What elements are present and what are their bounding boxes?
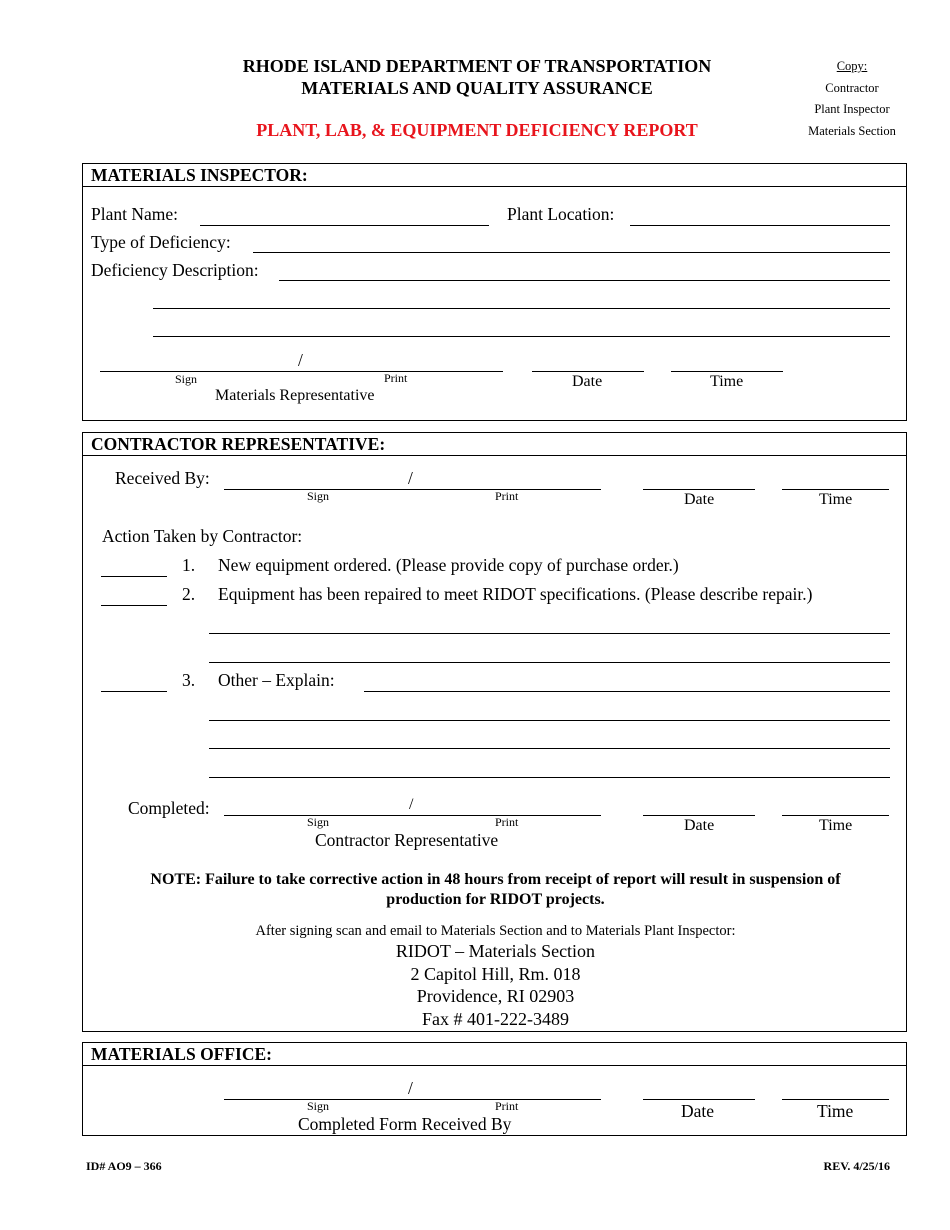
other-explain-field[interactable] (364, 691, 890, 692)
received-by-label: Received By: (115, 468, 210, 488)
form-id: ID# AO9 – 366 (86, 1159, 162, 1173)
copy-recipient-materials-section: Materials Section (808, 124, 896, 138)
date-caption: Date (684, 491, 715, 508)
signer-caption: Completed Form Received By (298, 1114, 512, 1134)
deficiency-description-line[interactable] (153, 308, 890, 309)
deficiency-description-field[interactable] (279, 280, 890, 281)
division-name: MATERIALS AND QUALITY ASSURANCE (301, 78, 653, 98)
address-line: RIDOT – Materials Section (395, 941, 596, 961)
suspension-note: NOTE: Failure to take corrective action in 48 hours from receipt of report will result in suspension of production for RIDOT projects. (150, 871, 841, 908)
signer-caption: Contractor Representative (315, 830, 499, 850)
date-field[interactable] (532, 371, 644, 372)
action-number: 3. (182, 670, 196, 690)
materials-office-section (82, 1042, 907, 1136)
sign-print-separator: / (298, 350, 303, 370)
action-taken-label: Action Taken by Contractor: (102, 526, 303, 546)
print-caption: Print (495, 489, 519, 503)
materials-inspector-section (82, 163, 907, 421)
sign-caption: Sign (175, 372, 198, 386)
copy-label: Copy: (836, 59, 868, 73)
sign-print-separator: / (409, 796, 414, 813)
date-field[interactable] (643, 815, 755, 816)
action-text: Equipment has been repaired to meet RIDOT specifications. (Please describe repair.) (218, 584, 813, 604)
print-caption: Print (495, 1099, 519, 1113)
date-field[interactable] (643, 489, 755, 490)
action-1-checkbox[interactable] (101, 576, 167, 577)
time-field[interactable] (671, 371, 783, 372)
received-signature-field[interactable] (224, 1099, 601, 1100)
sign-print-separator: / (408, 1078, 413, 1098)
sign-caption: Sign (307, 489, 330, 503)
other-explain-line[interactable] (209, 720, 890, 721)
signature-field[interactable] (100, 371, 503, 372)
address-line: 2 Capitol Hill, Rm. 018 (410, 964, 581, 984)
deficiency-description-line[interactable] (153, 336, 890, 337)
completed-signature-field[interactable] (224, 815, 601, 816)
completed-label: Completed: (128, 798, 210, 818)
time-caption: Time (710, 373, 744, 390)
deficiency-type-field[interactable] (253, 252, 890, 253)
time-field[interactable] (782, 489, 889, 490)
action-text: Other – Explain: (218, 670, 335, 690)
time-caption: Time (819, 817, 853, 834)
repair-description-line[interactable] (209, 633, 890, 634)
other-explain-line[interactable] (209, 777, 890, 778)
department-name: RHODE ISLAND DEPARTMENT OF TRANSPORTATION (242, 56, 712, 76)
time-field[interactable] (782, 815, 889, 816)
plant-name-field[interactable] (200, 225, 489, 226)
date-field[interactable] (643, 1099, 755, 1100)
copy-recipient-plant-inspector: Plant Inspector (814, 102, 890, 116)
print-caption: Print (384, 371, 408, 385)
action-number: 1. (182, 555, 196, 575)
address-line: Providence, RI 02903 (416, 986, 575, 1006)
received-by-signature-field[interactable] (224, 489, 601, 490)
other-explain-line[interactable] (209, 748, 890, 749)
date-caption: Date (681, 1101, 715, 1121)
time-caption: Time (817, 1101, 854, 1121)
deficiency-description-label: Deficiency Description: (91, 260, 259, 280)
contractor-representative-section (82, 432, 907, 1032)
sign-caption: Sign (307, 1099, 330, 1113)
date-caption: Date (572, 373, 603, 390)
date-caption: Date (684, 817, 715, 834)
fax-number: Fax # 401-222-3489 (422, 1009, 569, 1029)
action-text: New equipment ordered. (Please provide copy of purchase order.) (218, 555, 679, 575)
signer-caption: Materials Representative (215, 387, 375, 404)
report-title: PLANT, LAB, & EQUIPMENT DEFICIENCY REPORT (256, 120, 698, 140)
sign-print-separator: / (408, 468, 413, 488)
action-number: 2. (182, 584, 196, 604)
plant-location-label: Plant Location: (507, 204, 615, 224)
time-field[interactable] (782, 1099, 889, 1100)
plant-location-field[interactable] (630, 225, 890, 226)
sign-caption: Sign (307, 815, 330, 829)
section-heading: MATERIALS INSPECTOR: (83, 164, 906, 187)
action-3-checkbox[interactable] (101, 691, 167, 692)
section-heading: CONTRACTOR REPRESENTATIVE: (83, 433, 906, 456)
revision-date: REV. 4/25/16 (823, 1159, 890, 1173)
action-2-checkbox[interactable] (101, 605, 167, 606)
submission-instructions: After signing scan and email to Materials Section and to Materials Plant Inspector: (255, 923, 736, 939)
copy-recipient-contractor: Contractor (825, 81, 879, 95)
print-caption: Print (495, 815, 519, 829)
plant-name-label: Plant Name: (91, 204, 178, 224)
section-heading: MATERIALS OFFICE: (83, 1043, 906, 1066)
repair-description-line[interactable] (209, 662, 890, 663)
time-caption: Time (819, 491, 853, 508)
deficiency-type-label: Type of Deficiency: (91, 232, 231, 252)
